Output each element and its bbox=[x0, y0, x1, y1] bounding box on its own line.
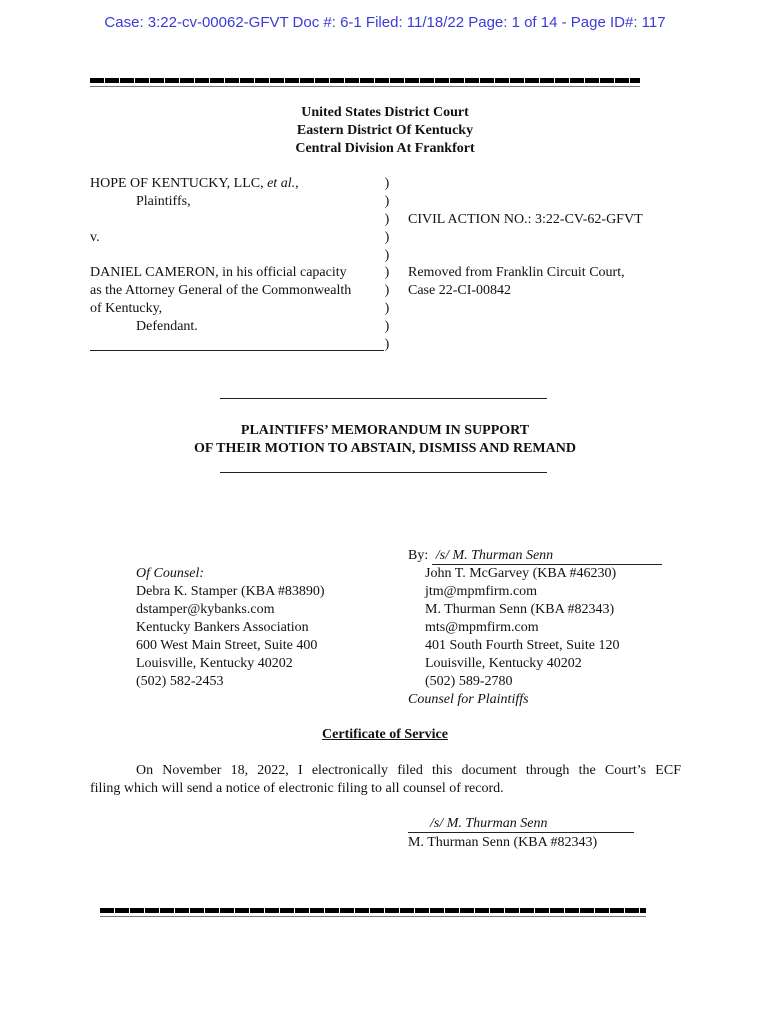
by-signature-line bbox=[408, 547, 662, 565]
counsel-line: John T. McGarvey (KBA #46230) bbox=[425, 566, 617, 581]
removed-from-line-1: Removed from Franklin Circuit Court, bbox=[408, 265, 625, 280]
counsel-line: jtm@mpmfirm.com bbox=[425, 584, 538, 599]
et-al: et al. bbox=[267, 176, 296, 191]
title-top-rule bbox=[220, 398, 547, 399]
of-counsel-line: (502) 582-2453 bbox=[136, 674, 224, 689]
of-counsel-line: 600 West Main Street, Suite 400 bbox=[136, 638, 318, 653]
caption-paren: ) bbox=[384, 301, 390, 316]
caption-paren: ) bbox=[384, 176, 390, 191]
bottom-thin-rule bbox=[100, 916, 646, 917]
caption-paren: ) bbox=[384, 337, 390, 352]
plaintiff-name bbox=[90, 175, 299, 193]
certificate-heading: Certificate of Service bbox=[322, 727, 448, 742]
counsel-line: M. Thurman Senn (KBA #82343) bbox=[425, 602, 615, 617]
caption-paren: ) bbox=[384, 265, 390, 280]
caption-paren: ) bbox=[384, 319, 390, 334]
caption-paren: ) bbox=[384, 248, 390, 263]
defendant-label: Defendant. bbox=[136, 319, 198, 334]
of-counsel-line: Debra K. Stamper (KBA #83890) bbox=[136, 584, 325, 599]
certificate-body-line-1: On November 18, 2022, I electronically filed this document through the Court’s ECF bbox=[136, 763, 681, 778]
of-counsel-line: Louisville, Kentucky 40202 bbox=[136, 656, 293, 671]
caption-bottom-rule bbox=[90, 350, 384, 351]
top-thin-rule bbox=[90, 86, 640, 87]
versus-label: v. bbox=[90, 230, 100, 245]
case-header-stamp: Case: 3:22-cv-00062-GFVT Doc #: 6-1 Filed: 11/18/22 Page: 1 of 14 - Page ID#: 117 bbox=[104, 14, 666, 31]
plaintiff-name-text: HOPE OF KENTUCKY, LLC, bbox=[90, 176, 264, 191]
counsel-line: mts@mpmfirm.com bbox=[425, 620, 539, 635]
civil-action-number: CIVIL ACTION NO.: 3:22-CV-62-GFVT bbox=[408, 212, 643, 227]
by-signature: /s/ M. Thurman Senn bbox=[432, 548, 662, 565]
plaintiffs-label: Plaintiffs, bbox=[136, 194, 191, 209]
by-label: By: bbox=[408, 548, 429, 563]
certificate-body-line-2: filing which will send a notice of electronic filing to all counsel of record. bbox=[90, 781, 504, 796]
defendant-line-3: of Kentucky, bbox=[90, 301, 163, 316]
caption-paren: ) bbox=[384, 230, 390, 245]
document-title-line-2: OF THEIR MOTION TO ABSTAIN, DISMISS AND REMAND bbox=[194, 441, 576, 456]
title-bottom-rule bbox=[220, 472, 547, 473]
court-district: Eastern District Of Kentucky bbox=[296, 123, 474, 138]
bottom-decorative-rule bbox=[100, 908, 646, 913]
et-al-comma: , bbox=[295, 176, 299, 191]
defendant-line-2: as the Attorney General of the Commonwealth bbox=[90, 283, 352, 298]
document-title-line-1: PLAINTIFFS’ MEMORANDUM IN SUPPORT bbox=[240, 423, 530, 438]
caption-paren: ) bbox=[384, 194, 390, 209]
certificate-signature: /s/ M. Thurman Senn bbox=[408, 816, 634, 833]
of-counsel-label: Of Counsel: bbox=[136, 566, 205, 581]
court-division: Central Division At Frankfort bbox=[295, 141, 475, 156]
top-decorative-rule bbox=[90, 78, 640, 83]
counsel-line: (502) 589-2780 bbox=[425, 674, 513, 689]
removed-from-line-2: Case 22-CI-00842 bbox=[408, 283, 512, 298]
defendant-line-1: DANIEL CAMERON, in his official capacity bbox=[90, 265, 347, 280]
caption-paren: ) bbox=[384, 212, 390, 227]
certificate-signer-name: M. Thurman Senn (KBA #82343) bbox=[408, 835, 598, 850]
court-name: United States District Court bbox=[301, 105, 469, 120]
of-counsel-line: dstamper@kybanks.com bbox=[136, 602, 275, 617]
counsel-for-plaintiffs: Counsel for Plaintiffs bbox=[408, 692, 529, 707]
counsel-line: 401 South Fourth Street, Suite 120 bbox=[425, 638, 620, 653]
of-counsel-line: Kentucky Bankers Association bbox=[136, 620, 309, 635]
caption-paren: ) bbox=[384, 283, 390, 298]
counsel-line: Louisville, Kentucky 40202 bbox=[425, 656, 582, 671]
